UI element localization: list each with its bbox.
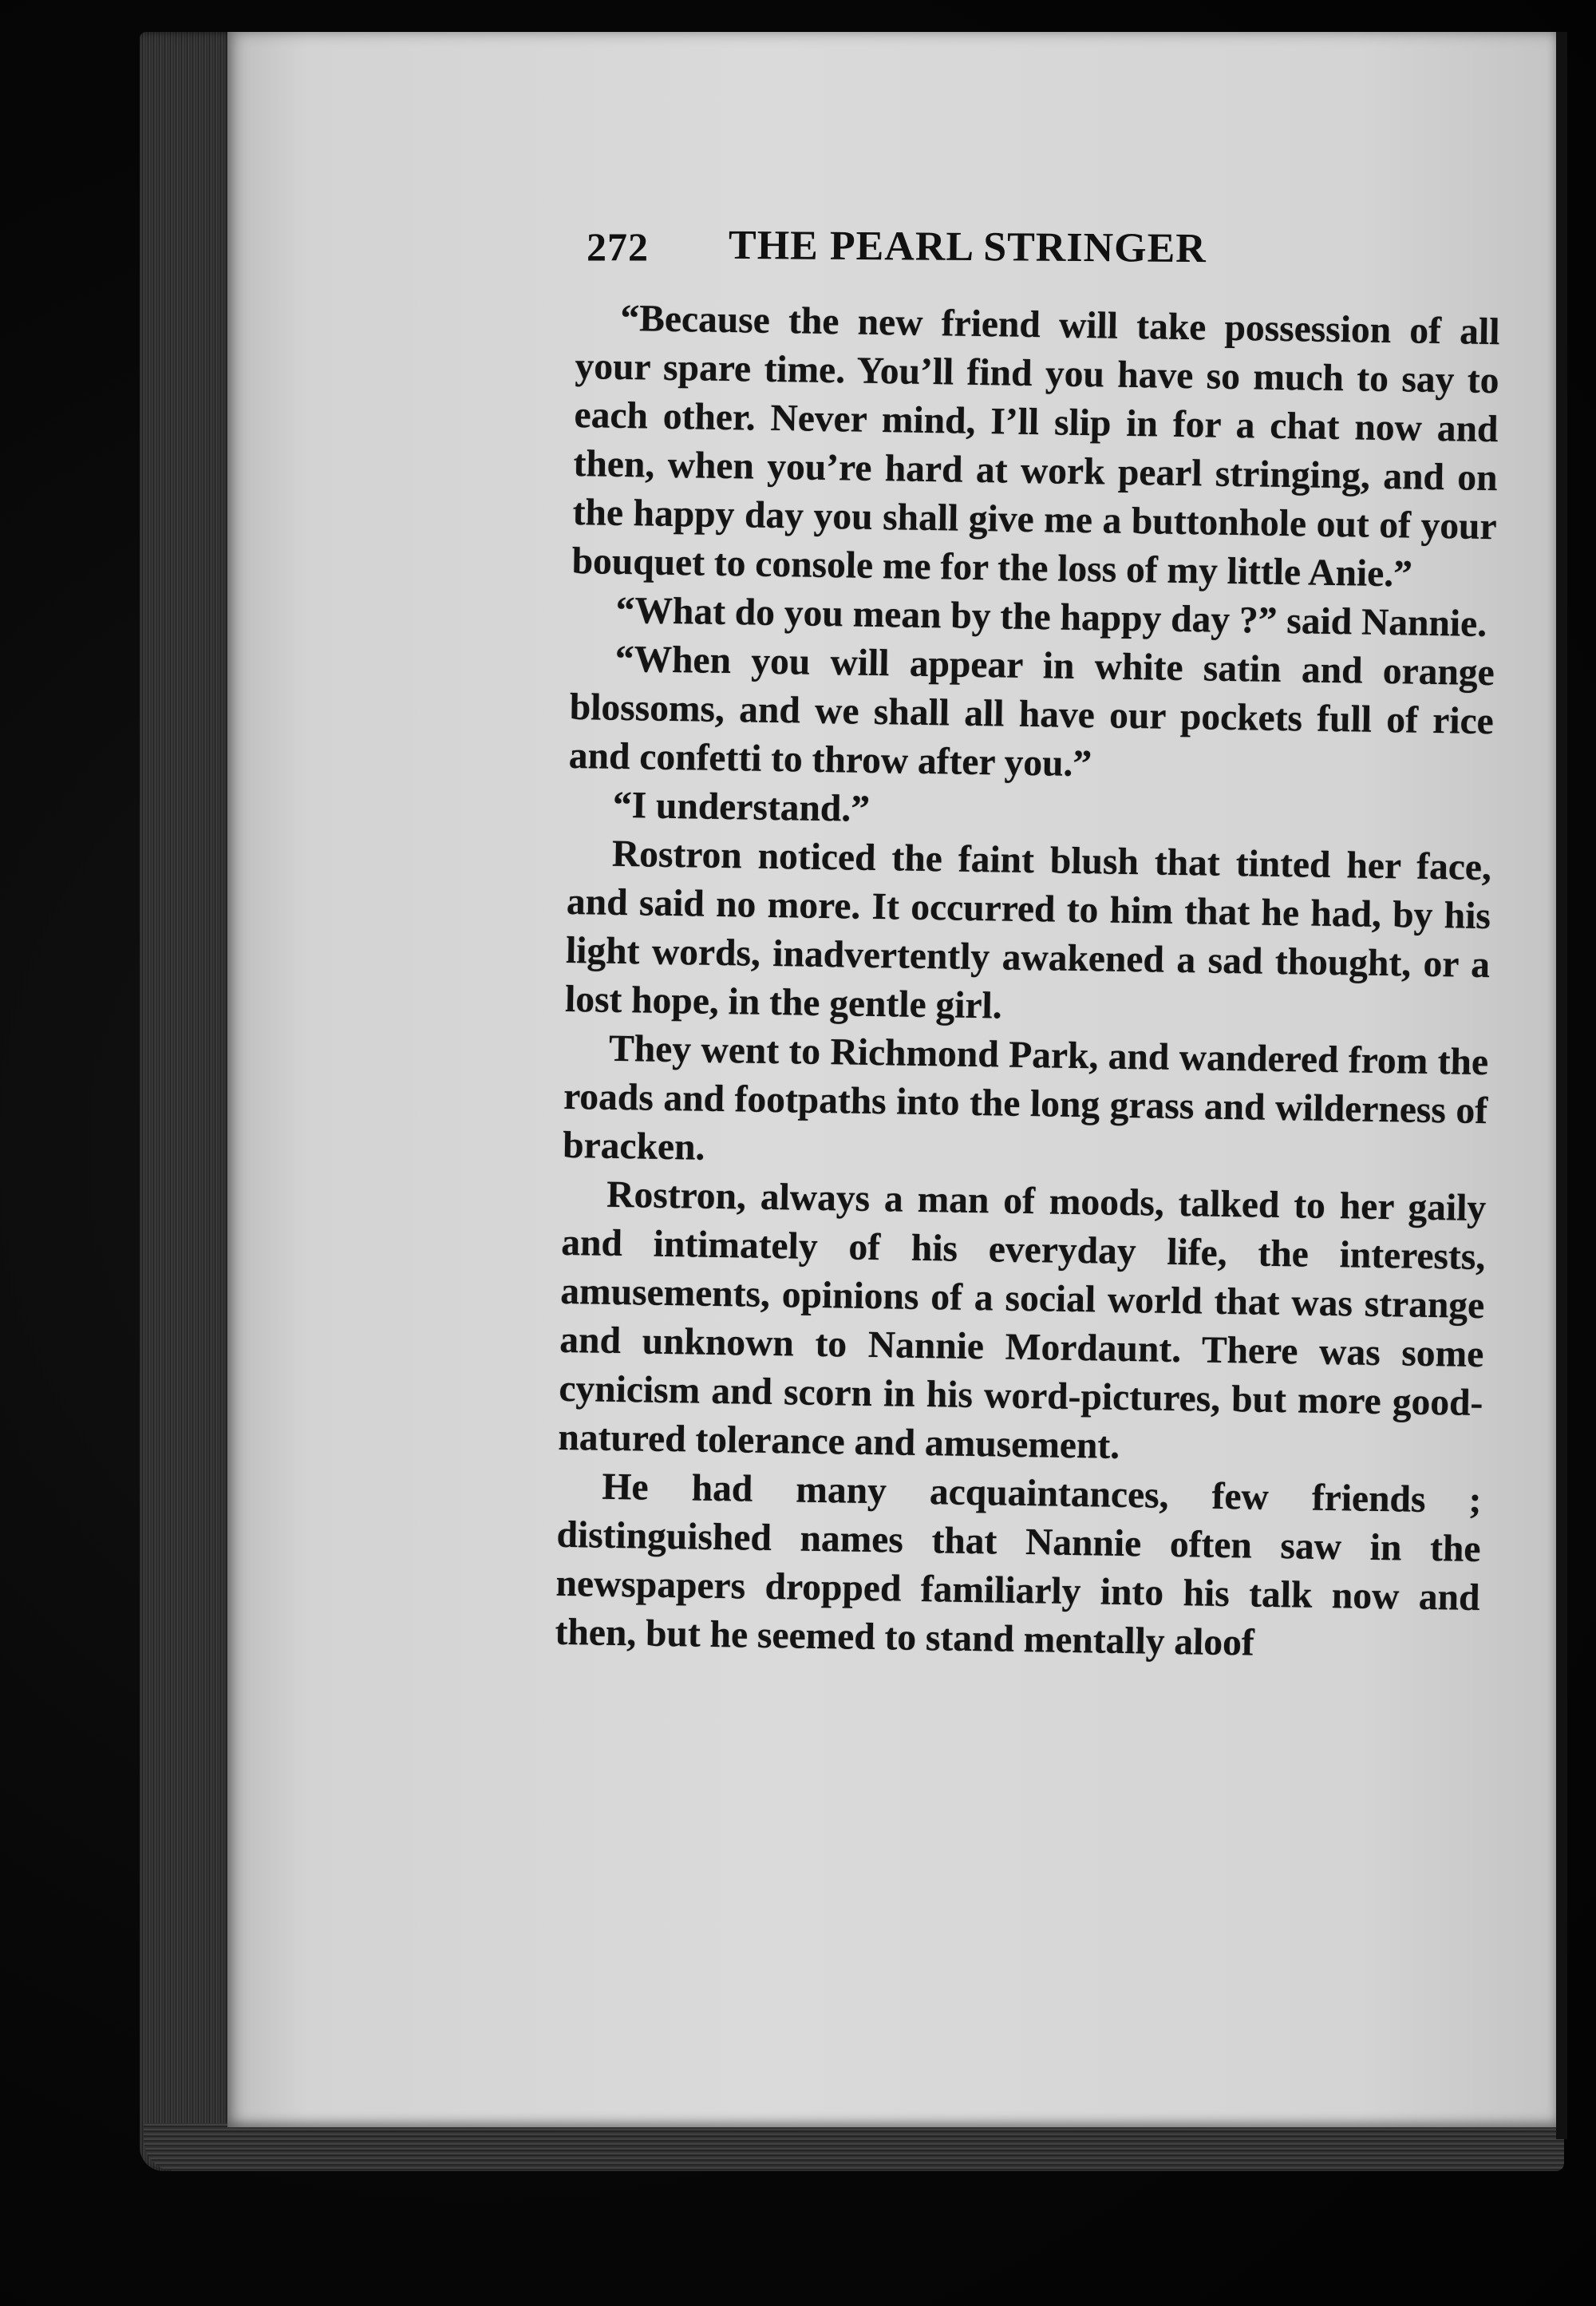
page-right-shadow: [1556, 32, 1567, 2139]
paragraph: Rostron, always a man of moods, talked to her gaily and intimately of his everyday life, the interests, amusements, opinions of a social world that was strange and unknown to Nannie Mordaunt. There was some cynicism and scorn in his word-pictures, but more good-natured tolerance and amusement.: [558, 1173, 1487, 1467]
paragraph: He had many acquaintances, few friends ; distinguished names that Nannie often saw in the newspapers dropped familiarly into his talk now and then, but he seemed to stand mentally aloof: [555, 1465, 1482, 1664]
paragraph: “When you will appear in white satin and orange blossoms, and we shall all have our pockets full of rice and confetti to throw after you.”: [568, 638, 1495, 785]
page-number: 272: [587, 224, 649, 269]
running-head: [587, 223, 1464, 287]
paragraph: “What do you mean by the happy day ?” said Nannie.: [615, 589, 1487, 645]
running-title: THE PEARL STRINGER: [728, 222, 1207, 272]
paragraph: They went to Richmond Park, and wandered from the roads and footpaths into the long grass and wilderness of bracken.: [562, 1027, 1489, 1169]
book-bottom-edges: [144, 2123, 1564, 2171]
paragraph: “Because the new friend will take possession of all your spare time. You’ll find you have so much to say to each other. Never mind, I’ll slip in for a chat now and then, when you’re hard at work pearl stringing, and on the happy day you shall give me a buttonhole out of your bouquet to console me for the loss of my little Anie.”: [571, 297, 1500, 595]
paragraph: Rostron noticed the faint blush that tinted her face, and said no more. It occurred to him that he had, by his light words, inadvertently awakened a sad thought, or a lost hope, in the gentle girl.: [564, 833, 1492, 1027]
paragraph: “I understand.”: [612, 784, 871, 830]
book-page-edges: [140, 32, 235, 2171]
body-text: [555, 294, 1500, 1671]
